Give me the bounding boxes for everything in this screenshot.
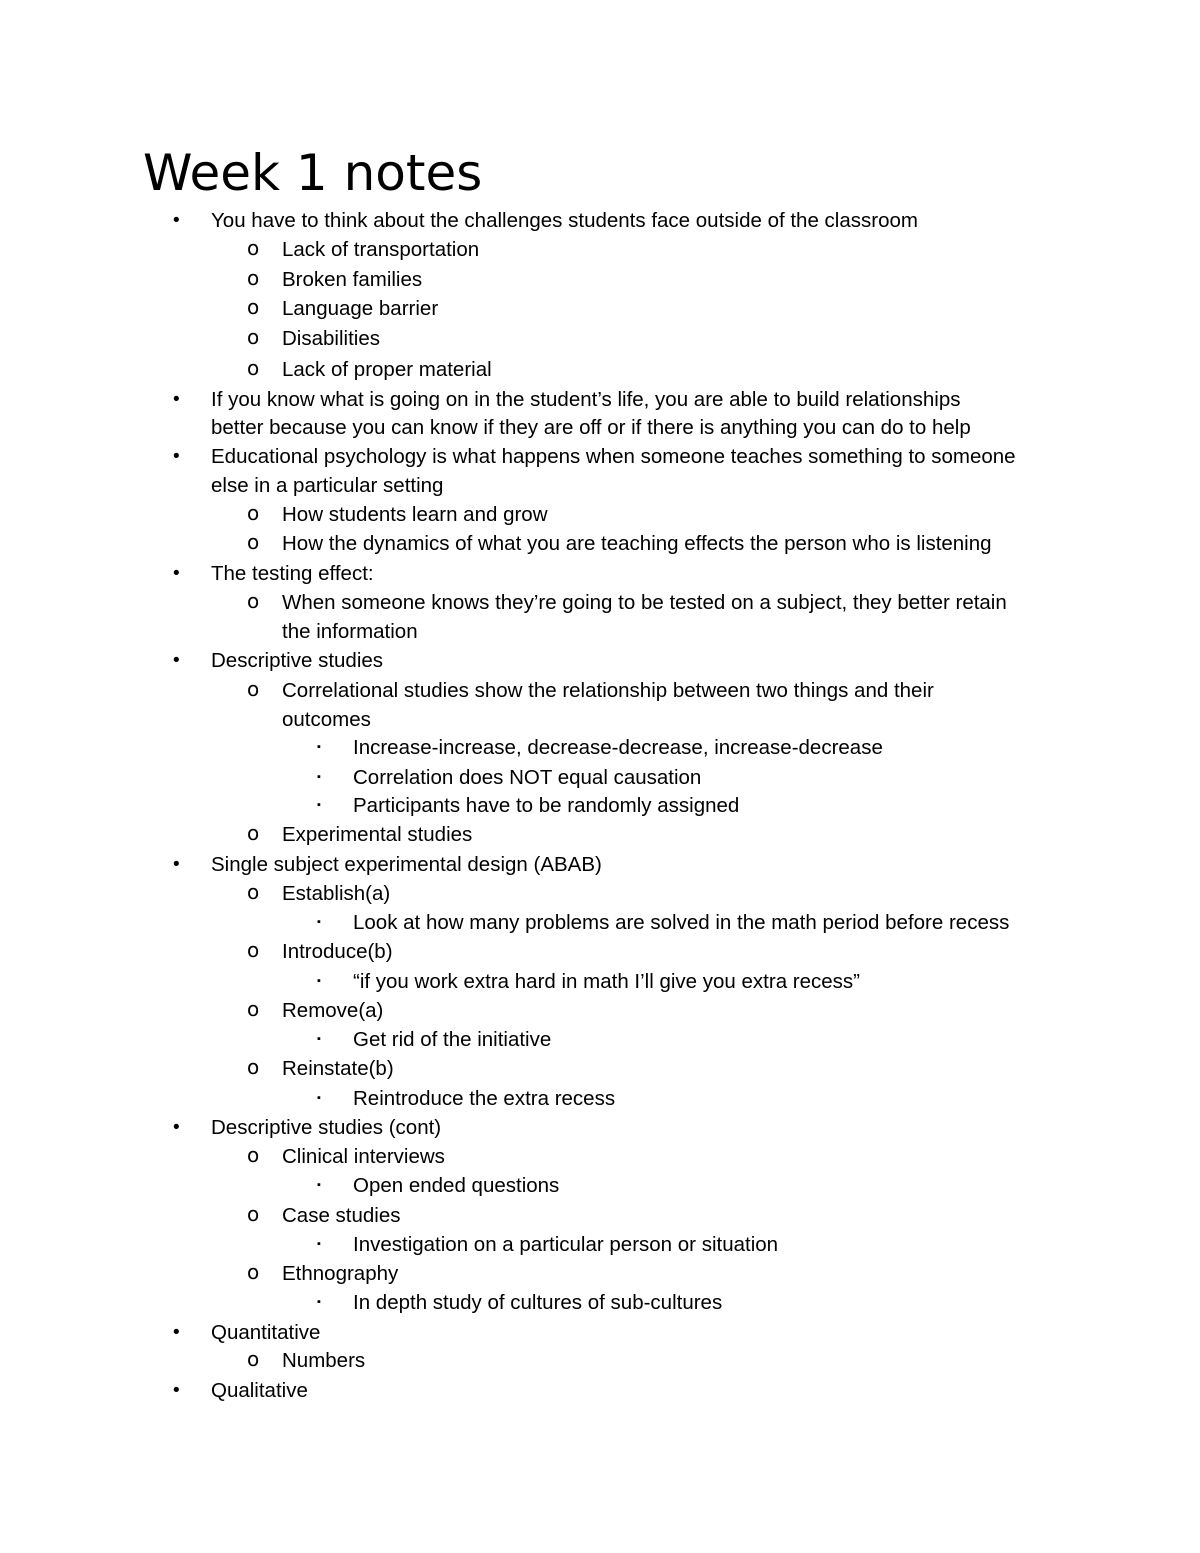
bullet-level3-marker: ▪: [317, 741, 321, 753]
note-line-level2: the information: [282, 620, 418, 643]
note-line-level2: Clinical interviews: [282, 1145, 445, 1168]
note-line-level1: else in a particular setting: [211, 474, 444, 497]
bullet-level3-marker: ▪: [317, 1296, 321, 1308]
bullet-level2-marker: o: [247, 1347, 260, 1371]
bullet-level3-marker: ▪: [317, 916, 321, 928]
note-line-level2: Introduce(b): [282, 940, 393, 963]
bullet-level2-marker: o: [247, 236, 260, 260]
note-line-level2: Ethnography: [282, 1262, 399, 1285]
bullet-level2-marker: o: [247, 677, 260, 701]
note-line-level3: Look at how many problems are solved in the math period before recess: [353, 911, 1010, 934]
note-line-level2: Numbers: [282, 1349, 366, 1372]
note-line-level3: Participants have to be randomly assigned: [353, 794, 740, 817]
note-line-level2: Language barrier: [282, 297, 439, 320]
note-line-level3: Get rid of the initiative: [353, 1028, 552, 1051]
note-line-level3: Reintroduce the extra recess: [353, 1087, 616, 1110]
bullet-level3-marker: ▪: [317, 975, 321, 987]
bullet-level2-marker: o: [247, 325, 260, 349]
bullet-level3-marker: ▪: [317, 1238, 321, 1250]
note-line-level2: When someone knows they’re going to be tested on a subject, they better retain: [282, 591, 1007, 614]
note-line-level2: How the dynamics of what you are teaching effects the person who is listening: [282, 532, 992, 555]
bullet-level2-marker: o: [247, 880, 260, 904]
bullet-level1-marker: •: [173, 650, 180, 671]
note-line-level2: Lack of transportation: [282, 238, 480, 261]
bullet-level2-marker: o: [247, 589, 260, 613]
note-line-level2: How students learn and grow: [282, 503, 548, 526]
note-line-level1: If you know what is going on in the student’s life, you are able to build relationships: [211, 388, 961, 411]
bullet-level2-marker: o: [247, 1055, 260, 1079]
note-line-level2: Broken families: [282, 268, 423, 291]
note-line-level3: In depth study of cultures of sub-cultures: [353, 1291, 723, 1314]
bullet-level1-marker: •: [173, 446, 180, 467]
bullet-level2-marker: o: [247, 1202, 260, 1226]
note-line-level2: Case studies: [282, 1204, 401, 1227]
note-line-level1: You have to think about the challenges students face outside of the classroom: [211, 209, 918, 232]
note-line-level1: Qualitative: [211, 1379, 308, 1402]
note-line-level3: “if you work extra hard in math I’ll give you extra recess”: [353, 970, 860, 993]
note-line-level3: Open ended questions: [353, 1174, 560, 1197]
note-line-level1: The testing effect:: [211, 562, 374, 585]
note-line-level3: Investigation on a particular person or situation: [353, 1233, 779, 1256]
note-line-level3: Increase-increase, decrease-decrease, increase-decrease: [353, 736, 883, 759]
note-line-level2: Remove(a): [282, 999, 384, 1022]
bullet-level1-marker: •: [173, 1117, 180, 1138]
bullet-level3-marker: ▪: [317, 1179, 321, 1191]
page-title: Week 1 notes: [143, 144, 483, 202]
bullet-level3-marker: ▪: [317, 1033, 321, 1045]
note-line-level2: Experimental studies: [282, 823, 473, 846]
note-line-level2: outcomes: [282, 708, 371, 731]
bullet-level2-marker: o: [247, 501, 260, 525]
bullet-level2-marker: o: [247, 821, 260, 845]
bullet-level2-marker: o: [247, 1260, 260, 1284]
bullet-level2-marker: o: [247, 530, 260, 554]
bullet-level1-marker: •: [173, 563, 180, 584]
note-line-level1: better because you can know if they are off or if there is anything you can do to help: [211, 416, 971, 439]
bullet-level2-marker: o: [247, 997, 260, 1021]
bullet-level1-marker: •: [173, 389, 180, 410]
bullet-level3-marker: ▪: [317, 799, 321, 811]
bullet-level2-marker: o: [247, 1143, 260, 1167]
bullet-level2-marker: o: [247, 938, 260, 962]
note-line-level3: Correlation does NOT equal causation: [353, 766, 702, 789]
note-line-level2: Disabilities: [282, 327, 380, 350]
bullet-level3-marker: ▪: [317, 1092, 321, 1104]
note-line-level2: Reinstate(b): [282, 1057, 394, 1080]
bullet-level1-marker: •: [173, 854, 180, 875]
note-line-level1: Educational psychology is what happens when someone teaches something to someone: [211, 445, 1016, 468]
note-line-level1: Descriptive studies (cont): [211, 1116, 442, 1139]
note-line-level1: Quantitative: [211, 1321, 321, 1344]
bullet-level1-marker: •: [173, 210, 180, 231]
bullet-level2-marker: o: [247, 295, 260, 319]
note-line-level2: Lack of proper material: [282, 358, 492, 381]
note-line-level1: Single subject experimental design (ABAB): [211, 853, 602, 876]
note-line-level2: Establish(a): [282, 882, 391, 905]
note-line-level1: Descriptive studies: [211, 649, 384, 672]
bullet-level2-marker: o: [247, 266, 260, 290]
note-line-level2: Correlational studies show the relationship between two things and their: [282, 679, 934, 702]
bullet-level2-marker: o: [247, 356, 260, 380]
bullet-level1-marker: •: [173, 1322, 180, 1343]
bullet-level1-marker: •: [173, 1380, 180, 1401]
bullet-level3-marker: ▪: [317, 771, 321, 783]
